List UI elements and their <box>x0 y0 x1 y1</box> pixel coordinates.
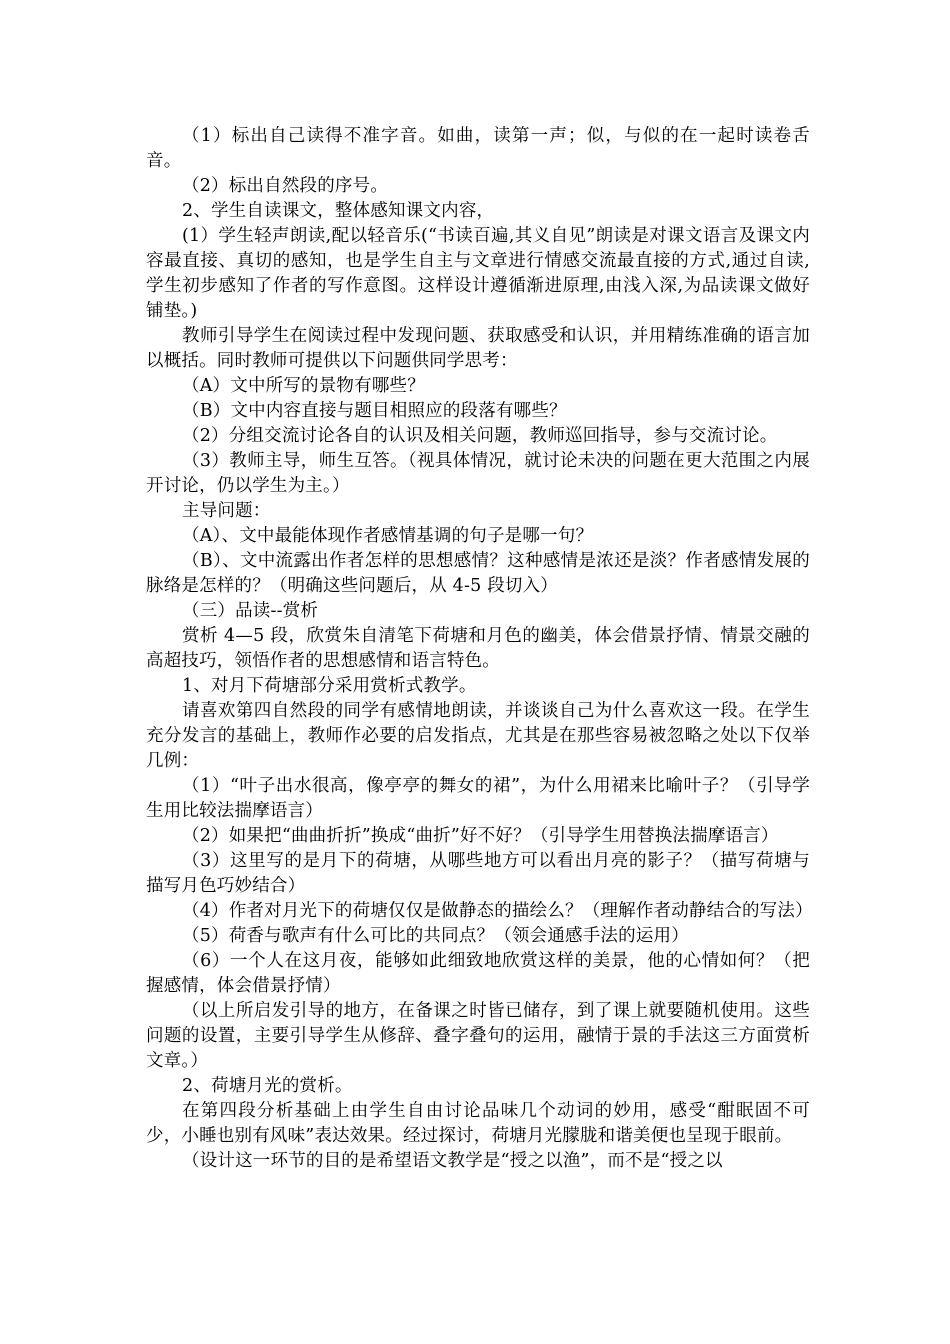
paragraph: （设计这一环节的目的是希望语文教学是“授之以渔”，而不是“授之以 <box>182 1151 723 1171</box>
paragraph: （A）、文中最能体现作者感情基调的句子是哪一句？ <box>182 526 594 546</box>
paragraph: 赏析 4—5 段，欣赏朱自清笔下荷塘和月色的幽美，体会借景抒情、情景交融的高超技巧，领悟作者的思想感情和语言特色。 <box>146 626 810 671</box>
paragraph: （B）文中内容直接与题目相照应的段落有哪些？ <box>182 401 567 421</box>
section-heading: （三）品读--赏析 <box>182 601 319 621</box>
paragraph: 在第四段分析基础上由学生自由讨论品味几个动词的妙用，感受“酣眠固不可少，小睡也别有风味”表达效果。经过探讨，荷塘月光朦胧和谐美便也呈现于眼前。 <box>146 1101 810 1146</box>
paragraph: （3）教师主导，师生互答。（视具体情况，就讨论未决的问题在更大范围之内展开讨论，仍以学生为主。） <box>146 451 810 496</box>
paragraph: （4）作者对月光下的荷塘仅仅是做静态的描绘么？（理解作者动静结合的写法） <box>182 901 813 921</box>
paragraph: 2、学生自读课文，整体感知课文内容， <box>182 201 495 221</box>
paragraph: 2、荷塘月光的赏析。 <box>182 1076 353 1096</box>
paragraph: 请喜欢第四自然段的同学有感情地朗读，并谈谈自己为什么喜欢这一段。在学生充分发言的基础上，教师作必要的启发指点，尤其是在那些容易被忽略之处以下仅举几例： <box>146 701 810 771</box>
document-body <box>146 124 813 1174</box>
paragraph: （以上所启发引导的地方，在备课之时皆已储存，到了课上就要随机使用。这些问题的设置，主要引导学生从修辞、叠字叠句的运用，融情于景的手法这三方面赏析文章。） <box>146 1001 810 1071</box>
paragraph: (1）学生轻声朗读,配以轻音乐(“书读百遍,其义自见”朗读是对课文语言及课文内容最直接、真切的感知，也是学生自主与文章进行情感交流最直接的方式,通过自读,学生初步感知了作者的写作意图。这样设计遵循渐进原理,由浅入深,为品读课文做好铺垫。) <box>146 226 810 321</box>
paragraph: （B）、文中流露出作者怎样的思想感情？这种感情是浓还是淡？作者感情发展的脉络是怎样的？（明确这些问题后，从 4-5 段切入） <box>146 551 810 596</box>
paragraph: （5）荷香与歌声有什么可比的共同点？（领会通感手法的运用） <box>182 926 689 946</box>
paragraph: 教师引导学生在阅读过程中发现问题、获取感受和认识，并用精练准确的语言加以概括。同时教师可提供以下问题供同学思考： <box>146 326 810 371</box>
paragraph: （A）文中所写的景物有哪些？ <box>182 376 425 396</box>
paragraph: （1）“叶子出水很高，像亭亭的舞女的裙”，为什么用裙来比喻叶子？（引导学生用比较法揣摩语言） <box>146 776 810 821</box>
paragraph: （2）标出自然段的序号。 <box>182 176 389 196</box>
paragraph: （2）如果把“曲曲折折”换成“曲折”好不好？（引导学生用替换法揣摩语言） <box>182 826 779 846</box>
paragraph: （3）这里写的是月下的荷塘，从哪些地方可以看出月亮的影子？（描写荷塘与描写月色巧妙结合） <box>146 851 810 896</box>
paragraph: （6）一个人在这月夜，能够如此细致地欣赏这样的美景，他的心情如何？（把握感情，体会借景抒情） <box>146 951 810 996</box>
paragraph: 主导问题： <box>182 501 271 521</box>
paragraph: 1、对月下荷塘部分采用赏析式教学。 <box>182 676 477 696</box>
paragraph: （1）标出自己读得不准字音。如曲，读第一声；似，与似的在一起时读卷舌音。 <box>146 126 810 171</box>
paragraph: （2）分组交流讨论各自的认识及相关问题，教师巡回指导，参与交流讨论。 <box>182 426 778 446</box>
